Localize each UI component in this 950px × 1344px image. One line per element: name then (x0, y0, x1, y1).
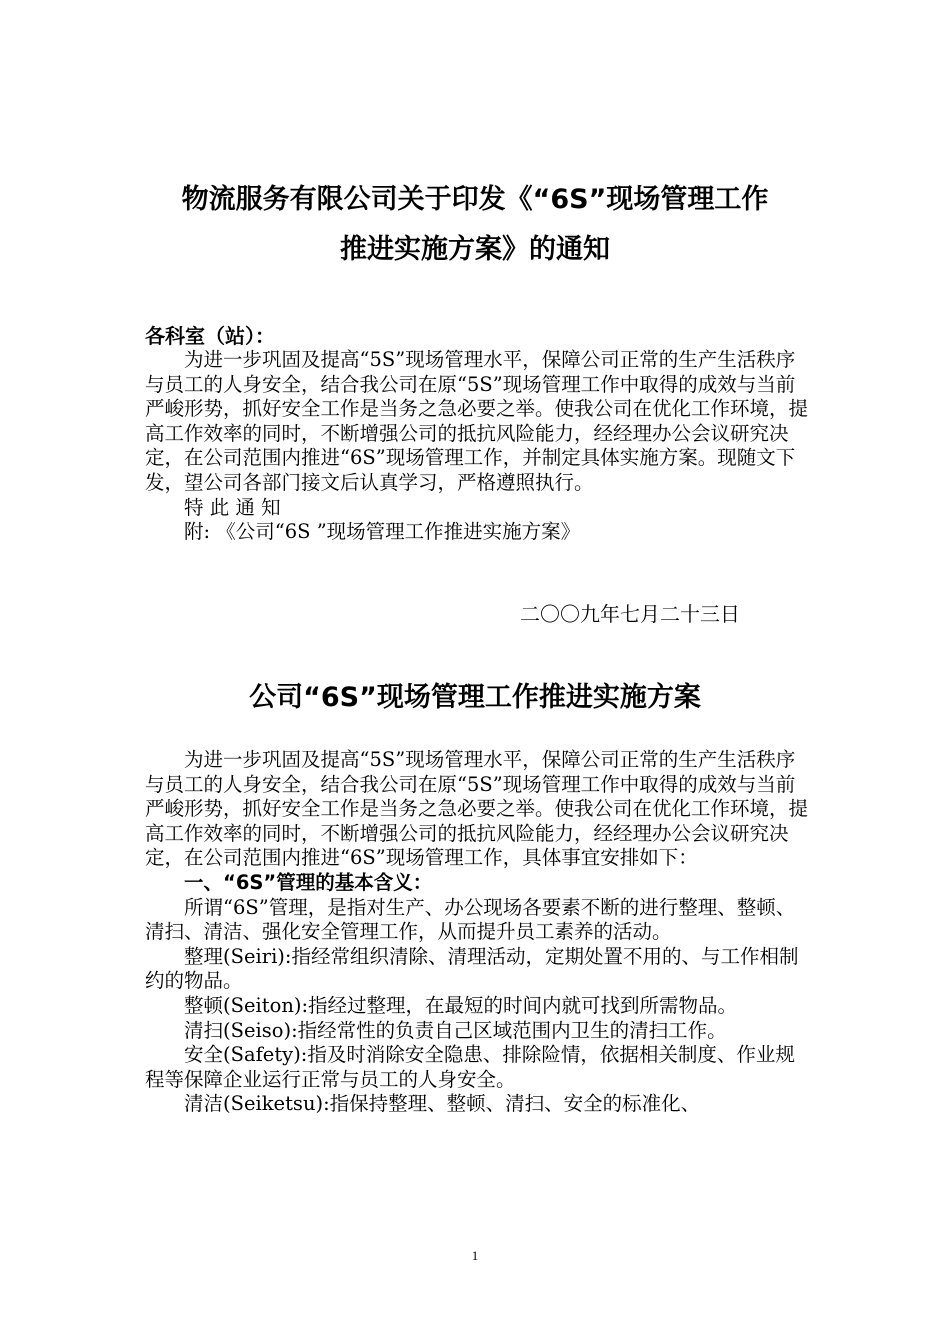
plan-title: 公司“6S”现场管理工作推进实施方案 (249, 682, 701, 713)
plan-intro-paragraph: 为进一步巩固及提高“5S”现场管理水平，保障公司正常的生产生活秩序与员工的人身安全，结合我公司在原“5S”现场管理工作中取得的成效与当前严峻形势，抓好安全工作是当务之急必要之举。使我公司在优化工作环境，提高工作效率的同时，不断增强公司的抵抗风险能力，经经理办公会议研究决定，在公司范围内推进“6S”现场管理工作，具体事宜安排如下： (145, 748, 809, 870)
plan-body (145, 748, 810, 1117)
salutation: 各科室（站）： (145, 324, 275, 348)
section1-heading: 一、“6S”管理的基本含义： (184, 870, 433, 894)
notice-body (145, 348, 810, 545)
item-seiri: 整理(Seiri):指经常组织清除、清理活动，定期处置不用的、与工作相制约的物品。 (145, 944, 799, 993)
page-number: 1 (471, 1248, 479, 1263)
notice-title-line2: 推进实施方案》的通知 (340, 234, 610, 265)
6s-definition: 所谓“6S”管理，是指对生产、办公现场各要素不断的进行整理、整顿、清扫、清洁、强化安全管理工作，从而提升员工素养的活动。 (145, 895, 796, 944)
special-notice: 特 此 通 知 (184, 495, 281, 519)
attachment-line: 附: 《公司“6S ”现场管理工作推进实施方案》 (184, 520, 581, 544)
notice-title-line1: 物流服务有限公司关于印发《“6S”现场管理工作 (181, 184, 769, 215)
item-seiton: 整顿(Seiton):指经过整理，在最短的时间内就可找到所需物品。 (184, 993, 738, 1017)
notice-paragraph: 为进一步巩固及提高“5S”现场管理水平，保障公司正常的生产生活秩序与员工的人身安全，结合我公司在原“5S”现场管理工作中取得的成效与当前严峻形势，抓好安全工作是当务之急必要之举。使我公司在优化工作环境，提高工作效率的同时，不断增强公司的抵抗风险能力，经经理办公会议研究决定，在公司范围内推进“6S”现场管理工作，并制定具体实施方案。现随文下发，望公司各部门接文后认真学习，严格遵照执行。 (145, 348, 809, 494)
notice-date: 二〇〇九年七月二十三日 (520, 602, 740, 626)
item-seiketsu: 清洁(Seiketsu):指保持整理、整顿、清扫、安全的标准化、 (184, 1092, 701, 1116)
item-safety: 安全(Safety):指及时消除安全隐患、排除险情，依据相关制度、作业规程等保障企业运行正常与员工的人身安全。 (145, 1043, 795, 1091)
item-seiso: 清扫(Seiso):指经常性的负责自己区域范围内卫生的清扫工作。 (184, 1018, 727, 1042)
